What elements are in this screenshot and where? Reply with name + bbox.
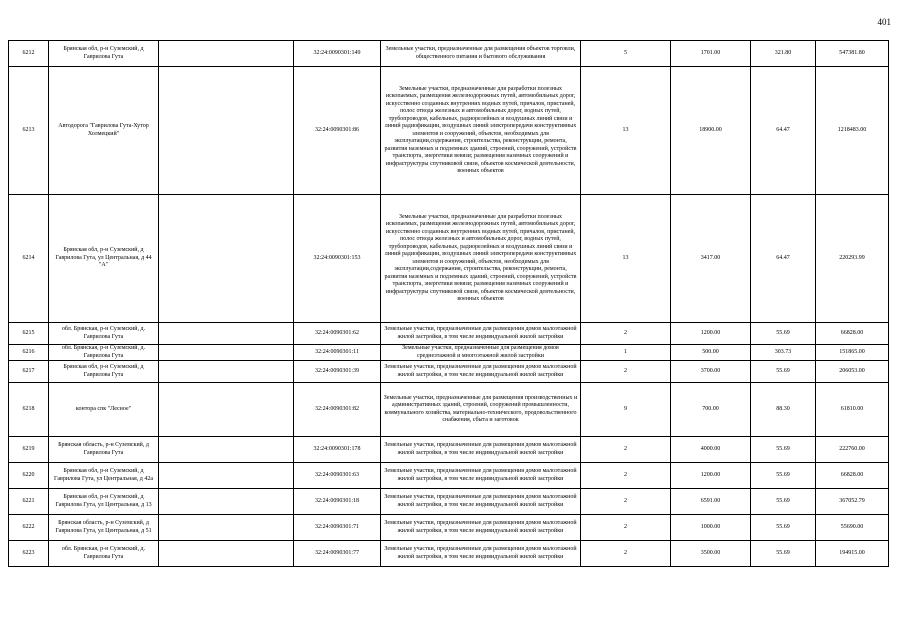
cadastral-value-cell: 66828.00 [816,323,889,345]
address-cell: обл. Брянская, р-н Суземский, д. Гаврилова Гута [49,323,159,345]
table-row [9,515,889,541]
rate-cell: 55.69 [751,323,816,345]
area-cell: 500.00 [671,345,751,361]
use-code-cell: 2 [581,323,671,345]
land-use-cell: Земельные участки, предназначенные для размещения объектов торговли, общественного питания и бытового обслуживания [381,41,581,67]
rate-cell: 64.47 [751,67,816,195]
table-row [9,489,889,515]
land-use-cell: Земельные участки, предназначенные для размещения домов малоэтажной жилой застройки, в том числе индивидуальной жилой застройки [381,437,581,463]
cadastral-number-cell: 32:24:0090301:153 [294,195,381,323]
cadastral-number-cell: 32:24:0090301:39 [294,361,381,383]
spacer-cell [159,383,294,437]
cadastral-number-cell: 32:24:0090301:71 [294,515,381,541]
address-cell: Брянская обл, р-н Суземский, д Гаврилова Гута, ул Центральная, д 13 [49,489,159,515]
rate-cell: 64.47 [751,195,816,323]
land-use-cell: Земельные участки, предназначенные для размещения домов малоэтажной жилой застройки, в том числе индивидуальной жилой застройки [381,515,581,541]
use-code-cell: 5 [581,41,671,67]
rate-cell: 55.69 [751,361,816,383]
rate-cell: 55.69 [751,489,816,515]
row-number: 6217 [9,361,49,383]
use-code-cell: 13 [581,67,671,195]
use-code-cell: 2 [581,541,671,567]
address-cell: Брянская обл, р-н Суземский, д Гаврилова Гута [49,361,159,383]
spacer-cell [159,67,294,195]
cadastral-value-cell: 55690.00 [816,515,889,541]
rate-cell: 88.30 [751,383,816,437]
cadastral-number-cell: 32:24:0090301:77 [294,541,381,567]
use-code-cell: 2 [581,515,671,541]
land-use-cell: Земельные участки, предназначенные для размещения домов малоэтажной жилой застройки, в том числе индивидуальной жилой застройки [381,361,581,383]
area-cell: 18900.00 [671,67,751,195]
use-code-cell: 2 [581,437,671,463]
table-row [9,67,889,195]
area-cell: 1200.00 [671,323,751,345]
table-row [9,437,889,463]
use-code-cell: 13 [581,195,671,323]
address-cell: контора спк "Лесное" [49,383,159,437]
table-row [9,345,889,361]
table-row [9,41,889,67]
cadastral-number-cell: 32:24:0090301:63 [294,463,381,489]
land-use-cell: Земельные участки, предназначенные для размещения производственных и административных зданий, строений, сооружений промышленности, коммунального хозяйства, материально-технического, продовольственного снабжения, сбыта и заготовок [381,383,581,437]
land-use-cell: Земельные участки, предназначенные для размещения домов малоэтажной жилой застройки, в том числе индивидуальной жилой застройки [381,541,581,567]
cadastral-value-cell: 66828.00 [816,463,889,489]
rate-cell: 55.69 [751,515,816,541]
spacer-cell [159,345,294,361]
use-code-cell: 2 [581,463,671,489]
address-cell: Брянская область, р-н Суземский, д Гаврилова Гута, ул Центральная, д 51 [49,515,159,541]
area-cell: 3500.00 [671,541,751,567]
rate-cell: 303.73 [751,345,816,361]
cadastral-number-cell: 32:24:0090301:82 [294,383,381,437]
cadastral-value-cell: 206053.00 [816,361,889,383]
cadastral-value-cell: 61810.00 [816,383,889,437]
use-code-cell: 2 [581,489,671,515]
row-number: 6214 [9,195,49,323]
spacer-cell [159,463,294,489]
use-code-cell: 1 [581,345,671,361]
cadastral-number-cell: 32:24:0090301:18 [294,489,381,515]
address-cell: Брянская обл, р-н Суземский, д Гаврилова Гута, ул Центральная, д 44 "А" [49,195,159,323]
row-number: 6216 [9,345,49,361]
area-cell: 4000.00 [671,437,751,463]
cadastral-number-cell: 32:24:0090301:86 [294,67,381,195]
cadastral-value-cell: 222760.00 [816,437,889,463]
area-cell: 1701.00 [671,41,751,67]
land-use-cell: Земельные участки, предназначенные для разработки полезных ископаемых, размещения железнодорожных путей, автомобильных дорог, искусственно созданных внутренних водных путей, причалов, пристаней, полос отвода железных и автомобильных дорог, водных путей, трубопроводов, кабельных, радиорелейных и воздушных линий связи и линий радиофикации, воздушных линий электропередачи конструктивных элементов и сооружений, объектов, необходимых для эксплуатации,содержания, строительства, реконструкции, ремонта, развития наземных и подземных зданий, строений, сооружений, устройств транспорта, энергетики вевязи; размещения наземных сооружений и инфраструктуры спутниковой связи, объектов космической деятельности, военных объектов [381,67,581,195]
use-code-cell: 2 [581,361,671,383]
address-cell: Брянская обл, р-н Суземский, д Гаврилова Гута, ул Центральная, д 42а [49,463,159,489]
table-row [9,195,889,323]
row-number: 6219 [9,437,49,463]
area-cell: 1000.00 [671,515,751,541]
cadastral-value-cell: 1218483.00 [816,67,889,195]
land-use-cell: Земельные участки, предназначенные для размещения домов малоэтажной жилой застройки, в том числе индивидуальной жилой застройки [381,463,581,489]
area-cell: 3417.00 [671,195,751,323]
table-row [9,361,889,383]
use-code-cell: 9 [581,383,671,437]
spacer-cell [159,41,294,67]
rate-cell: 55.69 [751,463,816,489]
spacer-cell [159,541,294,567]
table-row [9,383,889,437]
land-use-cell: Земельные участки, предназначенные для размещения домов малоэтажной жилой застройки, в том числе индивидуальной жилой застройки [381,323,581,345]
spacer-cell [159,489,294,515]
rate-cell: 55.69 [751,437,816,463]
land-use-cell: Земельные участки, предназначенные для размещения домов малоэтажной жилой застройки, в том числе индивидуальной жилой застройки [381,489,581,515]
land-registry-table [8,40,889,567]
cadastral-number-cell: 32:24:0090301:62 [294,323,381,345]
rate-cell: 321.80 [751,41,816,67]
area-cell: 3700.00 [671,361,751,383]
address-cell: Брянская область, р-н Суземский, д Гаврилова Гута [49,437,159,463]
land-use-cell: Земельные участки, предназначенные для размещения домов среднеэтажной и многоэтажной жилой застройки [381,345,581,361]
cadastral-number-cell: 32:24:0090301:11 [294,345,381,361]
row-number: 6212 [9,41,49,67]
row-number: 6220 [9,463,49,489]
row-number: 6213 [9,67,49,195]
spacer-cell [159,361,294,383]
cadastral-value-cell: 547381.80 [816,41,889,67]
address-cell: обл. Брянская, р-н Суземский, д. Гаврилова Гута [49,541,159,567]
row-number: 6215 [9,323,49,345]
cadastral-value-cell: 220293.99 [816,195,889,323]
area-cell: 6591.00 [671,489,751,515]
row-number: 6222 [9,515,49,541]
address-cell: Брянская обл, р-н Суземский, д Гаврилова Гута [49,41,159,67]
table-row [9,463,889,489]
page-number: 401 [877,17,891,27]
cadastral-value-cell: 151865.00 [816,345,889,361]
spacer-cell [159,437,294,463]
cadastral-number-cell: 32:24:0090301:178 [294,437,381,463]
address-cell: обл. Брянская, р-н Суземский, д. Гаврилова Гута [49,345,159,361]
land-use-cell: Земельные участки, предназначенные для разработки полезных ископаемых, размещения железнодорожных путей, автомобильных дорог, искусственно созданных внутренних водных путей, причалов, пристаней, полос отвода железных и автомобильных дорог, водных путей, трубопроводов, кабельных, радиорелейных и воздушных линий связи и линий радиофикации, воздушных линий электропередачи конструктивных элементов и сооружений, объектов, необходимых для эксплуатации,содержания, строительства, реконструкции, ремонта, развития наземных и подземных зданий, строений, сооружений, устройств транспорта, энергетики вевязи; размещения наземных сооружений и инфраструктуры спутниковой связи, объектов космической деятельности, военных объектов [381,195,581,323]
cadastral-value-cell: 367052.79 [816,489,889,515]
cadastral-value-cell: 194915.00 [816,541,889,567]
rate-cell: 55.69 [751,541,816,567]
table-row [9,541,889,567]
cadastral-number-cell: 32:24:0090301:149 [294,41,381,67]
table-row [9,323,889,345]
address-cell: Автодорога "Гаврилова Гута-Хутор Холмецкий" [49,67,159,195]
spacer-cell [159,515,294,541]
spacer-cell [159,323,294,345]
row-number: 6218 [9,383,49,437]
area-cell: 1200.00 [671,463,751,489]
row-number: 6223 [9,541,49,567]
area-cell: 700.00 [671,383,751,437]
spacer-cell [159,195,294,323]
row-number: 6221 [9,489,49,515]
